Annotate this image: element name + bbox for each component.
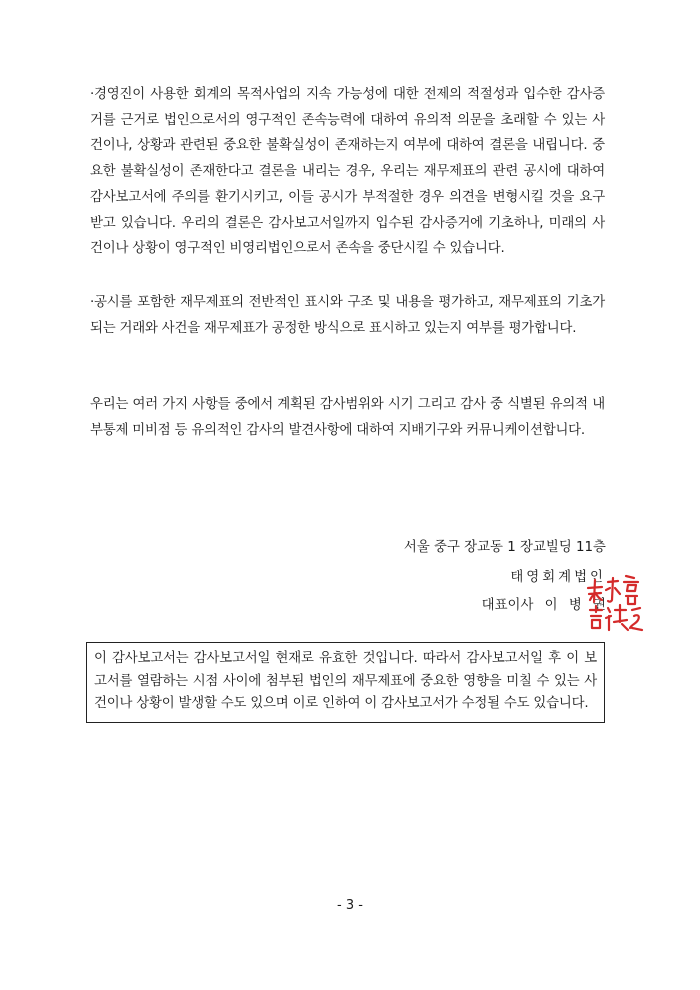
communication-paragraph: 우리는 여러 가지 사항들 중에서 계획된 감사범위와 시기 그리고 감사 중 식별된 유의적 내부통제 미비점 등 유의적인 감사의 발견사항에 대하여 지배기구와 커뮤니케이션합니다. (90, 397, 605, 438)
firm-name: 태영회계법인 (510, 570, 606, 585)
validity-notice-box (86, 642, 605, 723)
firm-address: 서울 중구 장교동 1 장교빌딩 11층 (403, 540, 606, 555)
company-seal-icon (582, 572, 646, 636)
representative-name: 대표이사 이 병 권 (481, 598, 606, 613)
going-concern-paragraph: ·경영진이 사용한 회계의 목적사업의 지속 가능성에 대한 전제의 적절성과 입수한 감사증거를 근거로 법인으로서의 영구적인 존속능력에 대하여 유의적 의문을 초래할 수 있는 사건이나, 상황과 관련된 중요한 불확실성이 존재하는지 여부에 대하여 결론을 내립니다. 중요한 불확실성이 존재한다고 결론을 내리는 경우, 우리는 재무제표의 관련 공시에 대하여 감사보고서에 주의를 환기시키고, 이들 공시가 부적절한 경우 의견을 변형시킬 것을 요구받고 있습니다. 우리의 결론은 감사보고서일까지 입수된 감사증거에 기초하나, 미래의 사건이나 상황이 영구적인 비영리법인으로서 존속을 중단시킬 수 있습니다. (90, 87, 605, 257)
validity-notice-text: 이 감사보고서는 감사보고서일 현재로 유효한 것입니다. 따라서 감사보고서일 후 이 보고서를 열람하는 시점 사이에 첨부된 법인의 재무제표에 중요한 영향을 미칠 수 있는 사건이나 상황이 발생할 수도 있으며 이로 인하여 이 감사보고서가 수정될 수도 있습니다. (94, 651, 597, 711)
page-number: - 3 - (337, 898, 363, 913)
presentation-paragraph: ·공시를 포함한 재무제표의 전반적인 표시와 구조 및 내용을 평가하고, 재무제표의 기초가 되는 거래와 사건을 재무제표가 공정한 방식으로 표시하고 있는지 여부를 평가합니다. (90, 295, 605, 336)
